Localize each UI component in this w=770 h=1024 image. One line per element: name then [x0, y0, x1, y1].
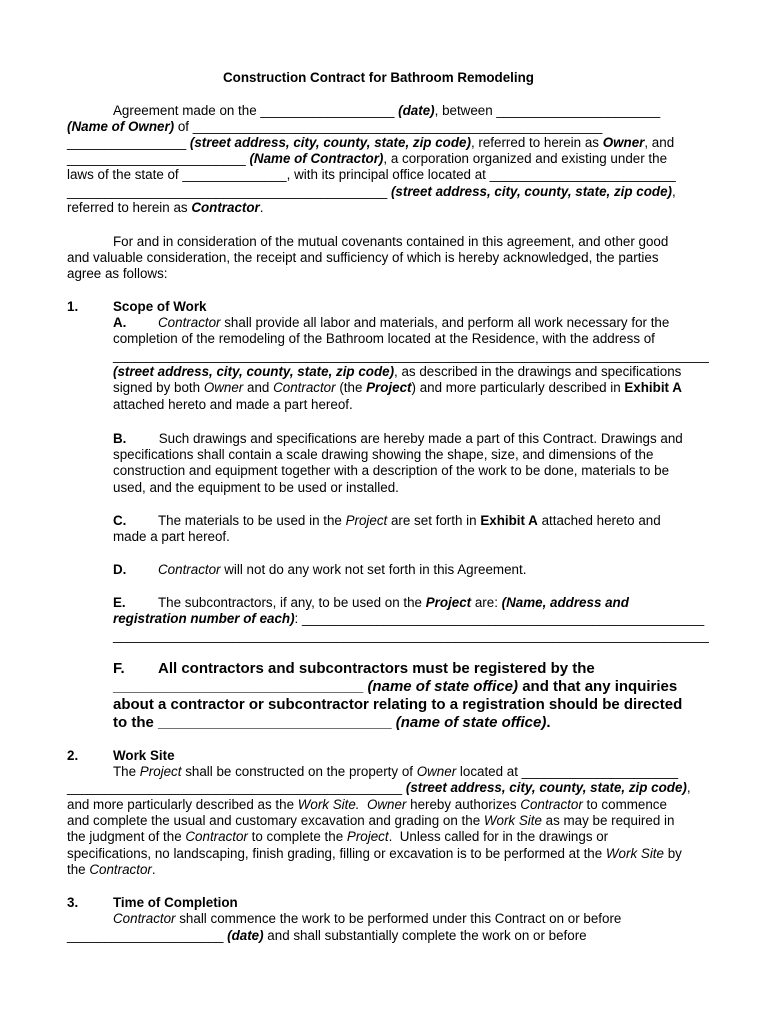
- subcontractor-info-label: (Name, address and: [501, 595, 629, 610]
- text: ) and more particularly described in: [411, 380, 625, 395]
- text: will not do any work not set forth in this Agreement.: [220, 562, 527, 577]
- address-placeholder-label: (street address, city, county, state, zip code): [113, 364, 395, 379]
- owner-term: Owner: [203, 380, 244, 395]
- consideration-line-2: and valuable consideration, the receipt and sufficiency of which is hereby acknowledged, the parties: [67, 250, 659, 265]
- text: .: [151, 862, 156, 877]
- agreement-line-2: [67, 119, 602, 135]
- owner-term: Owner: [602, 135, 645, 150]
- project-term: Project: [345, 513, 388, 528]
- owner-term: Owner: [366, 797, 407, 812]
- contractor-term: Contractor: [185, 829, 248, 844]
- owner-term: Owner: [416, 764, 457, 779]
- section-3-heading: Time of Completion: [113, 895, 238, 910]
- text: [360, 797, 367, 812]
- project-term: Project: [139, 764, 182, 779]
- contractor-term: Contractor: [158, 315, 221, 330]
- work-site-line-5: [67, 829, 608, 845]
- text: and that any inquiries: [518, 678, 678, 695]
- item-a-line-5: [113, 380, 682, 396]
- text: referred to herein as: [67, 200, 192, 215]
- item-f-line-1: All contractors and subcontractors must be registered by the: [158, 660, 595, 677]
- item-b-line-3: construction and equipment together with a description of the work to be done, materials to be: [113, 463, 670, 478]
- text: the: [67, 862, 90, 877]
- item-c-line-2: made a part hereof.: [113, 529, 230, 544]
- text: to complete the: [247, 829, 347, 844]
- item-f-line-2: [113, 678, 677, 696]
- item-b-line-1: Such drawings and specifications are hereby made a part of this Contract. Drawings and: [155, 431, 683, 446]
- text: shall be constructed on the property of: [181, 764, 417, 779]
- text: the judgment of the: [67, 829, 186, 844]
- text: The subcontractors, if any, to be used on the: [158, 595, 426, 610]
- contractor-term: Contractor: [89, 862, 152, 877]
- blank-line: ________________: [67, 135, 190, 150]
- work-site-term: Work Site: [605, 846, 664, 861]
- section-1-heading: Scope of Work: [113, 299, 207, 314]
- completion-line-1: [113, 911, 621, 927]
- text: .: [259, 200, 264, 215]
- item-f-label: F.: [113, 660, 125, 677]
- contractor-term: Contractor: [113, 911, 176, 926]
- text: located at _____________________: [456, 764, 679, 779]
- contractor-name-label: (Name of Contractor): [249, 151, 384, 166]
- completion-line-2: [67, 928, 587, 944]
- document-title: Construction Contract for Bathroom Remodeling: [223, 70, 534, 85]
- contractor-term: Contractor: [273, 380, 336, 395]
- blank-line: : ______________________________________________________: [294, 611, 705, 626]
- work-site-line-1: [113, 764, 678, 780]
- section-2-heading: Work Site: [113, 748, 175, 763]
- text: as may be required in: [541, 813, 675, 828]
- project-term: Project: [346, 829, 389, 844]
- text: specifications, no landscaping, finish grading, filling or excavation is to be performed at the: [67, 846, 606, 861]
- text: , between ______________________: [434, 103, 661, 118]
- item-b-label: B.: [113, 431, 127, 446]
- text: are set forth in: [387, 513, 481, 528]
- exhibit-a-term: Exhibit A: [624, 380, 682, 395]
- text: , a corporation organized and existing under the: [383, 151, 668, 166]
- work-site-term: Work Site.: [297, 797, 360, 812]
- text: ,: [672, 184, 676, 199]
- work-site-line-3: [67, 797, 667, 813]
- text: and more particularly described as the: [67, 797, 298, 812]
- contractor-term: Contractor: [158, 562, 221, 577]
- text: The materials to be used in the: [158, 513, 346, 528]
- blank-line: ___________________________________________: [67, 184, 391, 199]
- text: signed by both: [113, 380, 204, 395]
- section-2-number: 2.: [67, 748, 79, 763]
- agreement-line-5: laws of the state of ______________, with its principal office located at _________________________: [67, 167, 676, 182]
- owner-name-label: (Name of Owner): [67, 119, 175, 134]
- blank-line: _____________________: [67, 928, 228, 943]
- state-office-label: (name of state office): [391, 714, 547, 731]
- item-d-label: D.: [113, 562, 127, 577]
- work-site-line-6: [67, 846, 682, 862]
- text: and complete the usual and customary excavation and grading on the: [67, 813, 484, 828]
- blank-line: _____________________________________________: [67, 780, 406, 795]
- agreement-line-4: [67, 151, 667, 167]
- item-a-label: A.: [113, 315, 127, 330]
- item-e-line-2: [113, 611, 704, 627]
- section-3-number: 3.: [67, 895, 79, 910]
- address-placeholder-label: (street address, city, county, state, zip code): [405, 780, 687, 795]
- work-site-term: Work Site: [483, 813, 542, 828]
- section-1-number: 1.: [67, 299, 79, 314]
- item-e-line-1: [158, 595, 629, 611]
- state-office-label: (name of state office): [367, 678, 519, 695]
- item-a-line-6: attached hereto and made a part hereof.: [113, 397, 353, 412]
- consideration-line-3: agree as follows:: [67, 266, 168, 281]
- item-a-line-4: [113, 364, 681, 380]
- text: to the: [113, 714, 158, 731]
- item-e-line-3: ________________________________________________________________________________: [113, 628, 709, 643]
- text: shall commence the work to be performed under this Contract on or before: [175, 911, 622, 926]
- item-b-line-2: specifications shall contain a scale drawing showing the shape, size, and dimensions of the: [113, 447, 654, 462]
- text: of _______________________________________________________: [174, 119, 603, 134]
- project-term: Project: [425, 595, 472, 610]
- item-e-label: E.: [113, 595, 126, 610]
- item-c-label: C.: [113, 513, 127, 528]
- subcontractor-info-label: registration number of each): [113, 611, 295, 626]
- agreement-line-3: [67, 135, 674, 151]
- date-placeholder-label: (date): [398, 103, 435, 118]
- item-a-line-1: [158, 315, 669, 331]
- text: hereby authorizes: [406, 797, 521, 812]
- item-f-line-4: [113, 714, 551, 732]
- text: , referred to herein as: [470, 135, 603, 150]
- text: and: [243, 380, 274, 395]
- work-site-line-7: [67, 862, 156, 878]
- address-placeholder-label: (street address, city, county, state, zip code): [189, 135, 471, 150]
- text: .: [546, 714, 551, 731]
- text: , and: [644, 135, 675, 150]
- text: , as described in the drawings and specifications: [394, 364, 682, 379]
- consideration-line-1: For and in consideration of the mutual covenants contained in this agreement, and other good: [113, 234, 669, 249]
- item-a-line-3: ________________________________________________________________________________: [113, 348, 709, 363]
- agreement-line-1: [113, 103, 660, 119]
- work-site-line-2: [67, 780, 691, 796]
- text: shall provide all labor and materials, and perform all work necessary for the: [220, 315, 670, 330]
- text: ,: [686, 780, 691, 795]
- exhibit-a-term: Exhibit A: [480, 513, 538, 528]
- address-placeholder-label: (street address, city, county, state, zip code): [390, 184, 672, 199]
- text: (the: [335, 380, 367, 395]
- item-b-line-4: used, and the equipment to be used or installed.: [113, 480, 399, 495]
- blank-line: ________________________: [67, 151, 250, 166]
- text: attached hereto and: [537, 513, 661, 528]
- text: to commence: [582, 797, 667, 812]
- agreement-line-6: [67, 184, 676, 200]
- work-site-line-4: [67, 813, 674, 829]
- item-c-line-1: [158, 513, 661, 529]
- item-d-line-1: [158, 562, 526, 578]
- item-f-line-3: about a contractor or subcontractor relating to a registration should be directed: [113, 696, 683, 713]
- blank-line: ____________________________: [158, 714, 392, 731]
- blank-line: ______________________________: [113, 678, 368, 695]
- contractor-term: Contractor: [191, 200, 260, 215]
- text: The: [113, 764, 140, 779]
- text: are:: [471, 595, 502, 610]
- date-placeholder-label: (date): [227, 928, 264, 943]
- text: and shall substantially complete the work on or before: [263, 928, 587, 943]
- text: . Unless called for in the drawings or: [388, 829, 609, 844]
- project-term: Project: [366, 380, 412, 395]
- text: Agreement made on the __________________: [113, 103, 399, 118]
- contractor-term: Contractor: [520, 797, 583, 812]
- text: by: [663, 846, 682, 861]
- agreement-line-7: [67, 200, 264, 216]
- item-a-line-2: completion of the remodeling of the Bathroom located at the Residence, with the address of: [113, 331, 655, 346]
